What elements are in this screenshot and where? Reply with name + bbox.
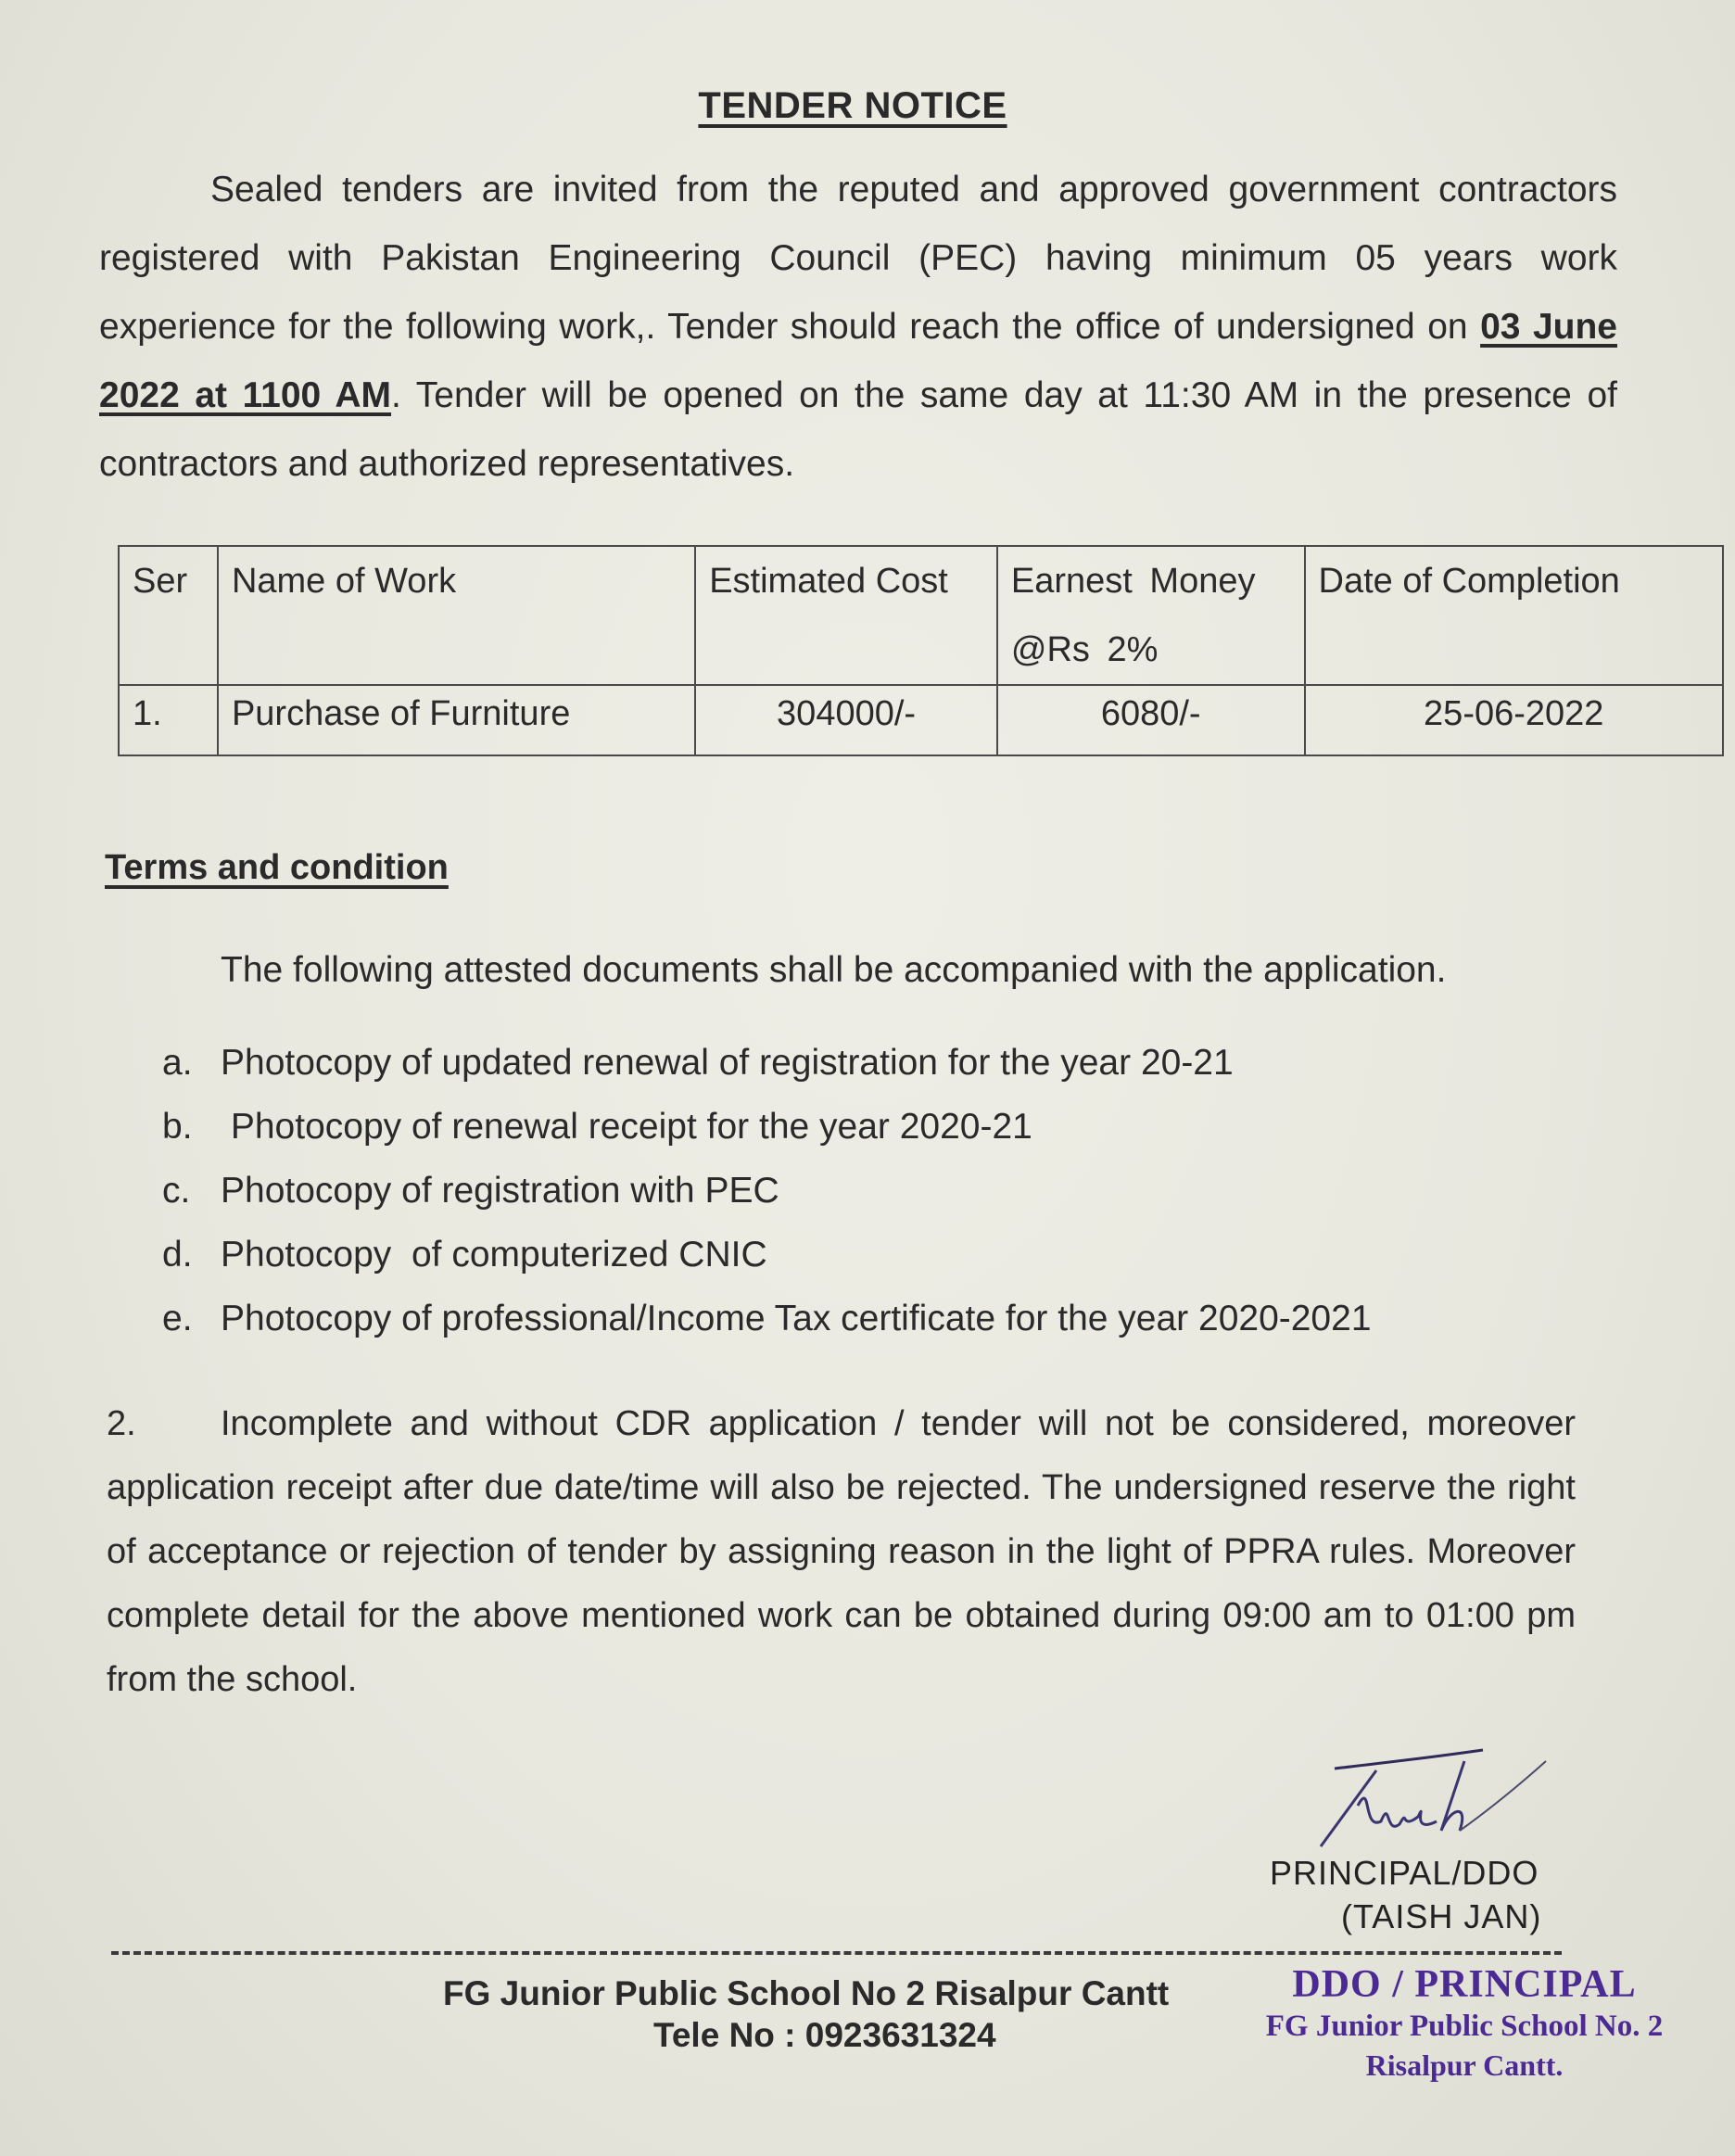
clause-2 [107,1392,1576,1712]
header-estimated-cost: Estimated Cost [695,546,997,685]
item-letter: a. [162,1043,193,1083]
header-name-of-work: Name of Work [218,546,695,685]
signatory-name: (TAISH JAN) [1341,1897,1542,1935]
header-earnest-money: Earnest Money @Rs 2% [997,546,1305,685]
cell-ser: 1. [119,685,218,755]
table-header-row [119,546,1723,685]
title-text: TENDER NOTICE [698,85,1007,126]
intro-paragraph [99,156,1617,499]
official-stamp [1256,1963,1673,2084]
list-item [162,1043,1372,1107]
item-text: Photocopy of renewal receipt for the year 2020-21 [221,1107,1032,1147]
item-letter: d. [162,1235,193,1275]
terms-intro: The following attested documents shall be accompanied with the application. [221,950,1447,990]
cell-earnest-money: 6080/- [997,685,1305,755]
list-item [162,1107,1372,1171]
list-item [162,1299,1372,1363]
document-title [0,85,1705,127]
list-item [162,1171,1372,1235]
item-letter: c. [162,1171,191,1211]
item-text: Photocopy of updated renewal of registration for the year 20-21 [221,1043,1234,1083]
table-row [119,685,1723,755]
item-letter: b. [162,1107,193,1147]
stamp-line-1: DDO / PRINCIPAL [1292,1963,1637,2006]
deadline: 03 June 2022 at 1100 AM [99,307,1617,415]
cell-name-of-work: Purchase of Furniture [218,685,695,755]
cell-date-of-completion: 25-06-2022 [1305,685,1724,755]
handwritten-signature [1307,1743,1548,1854]
footer-telephone: Tele No : 0923631324 [653,2016,996,2054]
header-date-of-completion: Date of Completion [1305,546,1724,685]
intro-part1: Sealed tenders are invited from the reputed and approved government contractors registered with Pakistan Engineering Council (PEC) having minimum 05 years work experience for the following work,. Tender should reach the office of undersigned on [99,170,1617,347]
list-item [162,1235,1372,1299]
cell-estimated-cost: 304000/- [695,685,997,755]
footer-school-name: FG Junior Public School No 2 Risalpur Cantt [443,1974,1170,2012]
stamp-line-3: Risalpur Cantt. [1365,2048,1564,2082]
signatory-role: PRINCIPAL/DDO [1270,1854,1539,1892]
works-table [118,545,1724,756]
documents-list [162,1043,1372,1363]
item-text: Photocopy of professional/Income Tax certificate for the year 2020-2021 [221,1299,1372,1338]
footer-divider [111,1951,1562,1955]
intro-part2: . Tender will be opened on the same day at 11:30 AM in the presence of contractors and authorized representatives. [99,375,1617,484]
item-text: Photocopy of computerized CNIC [221,1235,767,1275]
item-text: Photocopy of registration with PEC [221,1171,779,1211]
clause-number: 2. [107,1404,136,1443]
item-letter: e. [162,1299,193,1338]
header-ser: Ser [119,546,218,685]
stamp-line-2: FG Junior Public School No. 2 [1265,2010,1664,2043]
terms-title: Terms and condition [105,848,449,887]
clause-text: Incomplete and without CDR application / tender will not be considered, moreover application receipt after due date/time will also be rejected. The undersigned reserve the right of acceptance or rejection of tender by assigning reason in the light of PPRA rules. Moreover complete detail for the above mentioned work can be obtained during 09:00 am to 01:00 pm from the school. [107,1404,1576,1699]
